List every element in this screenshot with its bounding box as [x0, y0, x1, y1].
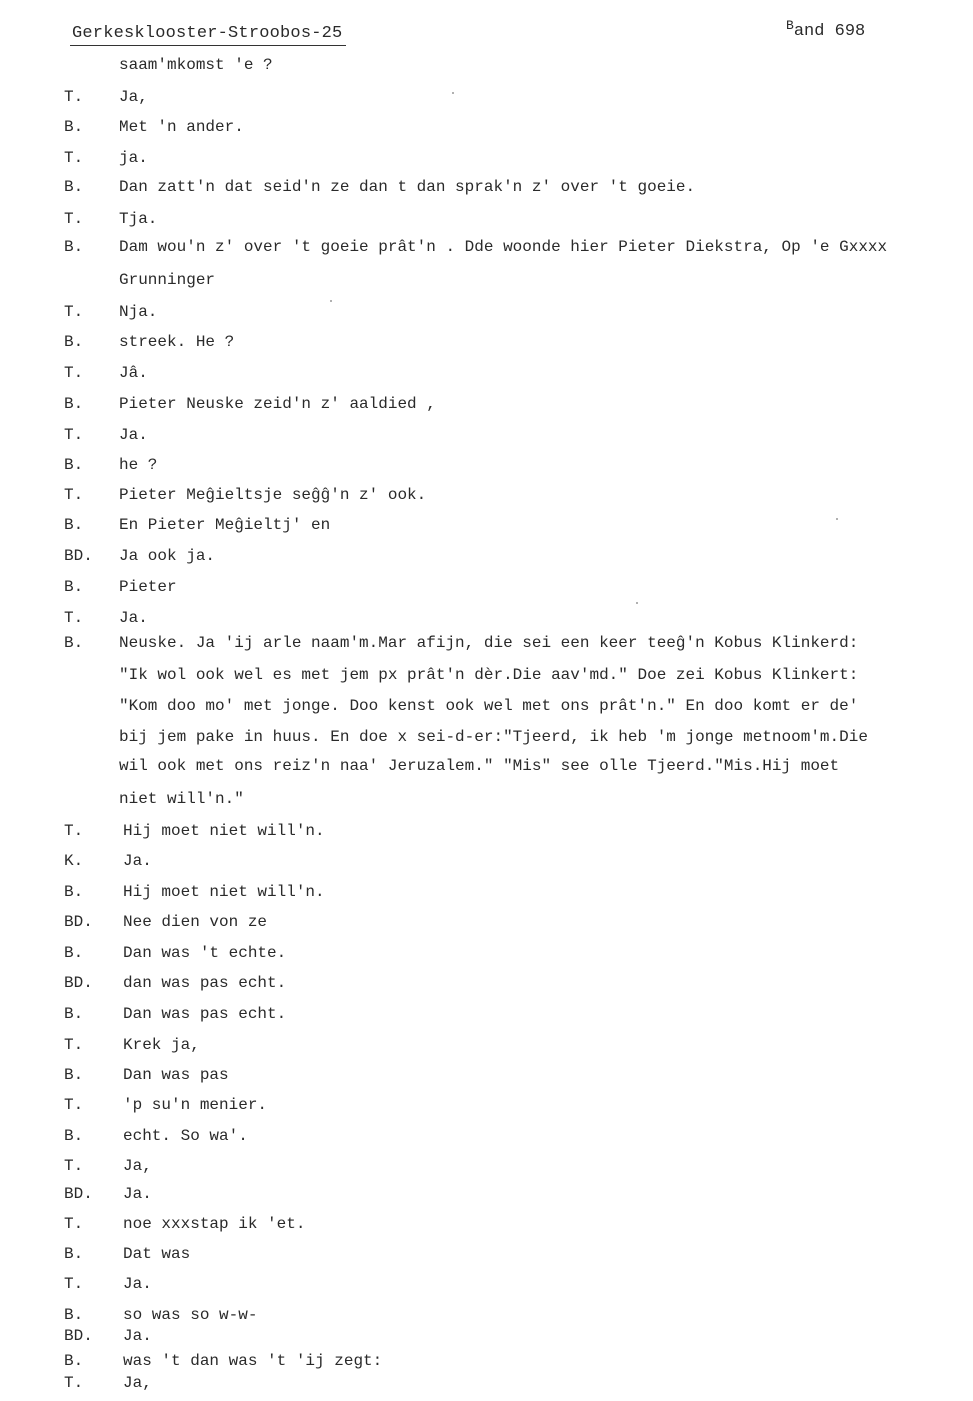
speaker-label: T.	[64, 1096, 84, 1114]
speaker-label: T.	[64, 1157, 84, 1175]
scan-speck	[330, 300, 332, 302]
speaker-label: B.	[64, 395, 84, 413]
speaker-label: B.	[64, 1066, 84, 1084]
speaker-label: B.	[64, 118, 84, 136]
utterance-text: Pieter Neuske zeid'n z' aaldied ,	[119, 395, 436, 413]
speaker-label: BD.	[64, 1185, 93, 1203]
utterance-text: Dan zatt'n dat seid'n ze dan t dan sprak'n z' over 't goeie.	[119, 178, 696, 196]
utterance-text: Jâ.	[119, 364, 148, 382]
utterance-text: Dan was pas echt.	[123, 1005, 287, 1023]
utterance-text: Krek ja,	[123, 1036, 200, 1054]
utterance-text: Dam wou'n z' over 't goeie prât'n . Dde woonde hier Pieter Diekstra, Op 'e Gxxxx	[119, 238, 888, 256]
speaker-label: T.	[64, 149, 84, 167]
band-label: and 698	[793, 22, 866, 41]
band-prefix: B	[786, 18, 794, 33]
speaker-label: B.	[64, 883, 84, 901]
utterance-text: Nja.	[119, 303, 158, 321]
utterance-text: Ja.	[123, 1185, 152, 1203]
speaker-label: B.	[64, 178, 84, 196]
speaker-label: B.	[64, 578, 84, 596]
speaker-label: B.	[64, 1245, 84, 1263]
utterance-text: Ja.	[123, 1275, 152, 1293]
utterance-text: Dat was	[123, 1245, 191, 1263]
utterance-text: 'p su'n menier.	[123, 1096, 268, 1114]
utterance-text: wil ook met ons reiz'n naa' Jeruzalem." "Mis" see olle Tjeerd."Mis.Hij moet	[119, 757, 840, 775]
speaker-label: B.	[64, 1005, 84, 1023]
speaker-label: T.	[64, 1036, 84, 1054]
scan-speck	[636, 602, 638, 604]
speaker-label: B.	[64, 634, 84, 652]
speaker-label: B.	[64, 1306, 84, 1324]
speaker-label: T.	[64, 364, 84, 382]
utterance-text: Ja ook ja.	[119, 547, 216, 565]
utterance-text: "Ik wol ook wel es met jem px prât'n dèr.Die aav'md." Doe zei Kobus Klinkert:	[119, 666, 859, 684]
utterance-text: En Pieter Meĝieltj' en	[119, 516, 331, 534]
utterance-text: streek. He ?	[119, 333, 235, 351]
speaker-label: T.	[64, 88, 84, 106]
utterance-text: Pieter Meĝieltsje seĝĝ'n z' ook.	[119, 486, 427, 504]
utterance-text: Nee dien von ze	[123, 913, 268, 931]
speaker-label: B.	[64, 1352, 84, 1370]
document-title: Gerkesklooster-Stroobos-25	[70, 24, 346, 46]
speaker-label: T.	[64, 486, 84, 504]
utterance-text: so was so w-w-	[123, 1306, 258, 1324]
utterance-text: Ja.	[119, 426, 148, 444]
utterance-text: Dan was 't echte.	[123, 944, 287, 962]
speaker-label: B.	[64, 516, 84, 534]
utterance-text: Ja,	[123, 1374, 152, 1392]
speaker-label: T.	[64, 210, 84, 228]
speaker-label: B.	[64, 944, 84, 962]
speaker-label: B.	[64, 333, 84, 351]
speaker-label: B.	[64, 238, 84, 256]
speaker-label: BD.	[64, 547, 93, 565]
speaker-label: B.	[64, 456, 84, 474]
utterance-text: Pieter	[119, 578, 177, 596]
speaker-label: T.	[64, 1275, 84, 1293]
utterance-text: saam'mkomst 'e ?	[119, 56, 273, 74]
scan-speck	[452, 92, 454, 94]
utterance-text: Ja.	[123, 1327, 152, 1345]
utterance-text: noe xxxstap ik 'et.	[123, 1215, 306, 1233]
utterance-text: Tja.	[119, 210, 158, 228]
utterance-text: he ?	[119, 456, 158, 474]
utterance-text: Grunninger	[119, 271, 216, 289]
utterance-text: Neuske. Ja 'ij arle naam'm.Mar afijn, die sei een keer teeĝ'n Kobus Klinkerd:	[119, 634, 859, 652]
utterance-text: Ja,	[119, 88, 148, 106]
speaker-label: B.	[64, 1127, 84, 1145]
utterance-text: echt. So wa'.	[123, 1127, 248, 1145]
speaker-label: T.	[64, 609, 84, 627]
utterance-text: "Kom doo mo' met jonge. Doo kenst ook wel met ons prât'n." En doo komt er de'	[119, 697, 859, 715]
speaker-label: BD.	[64, 1327, 93, 1345]
speaker-label: T.	[64, 1215, 84, 1233]
speaker-label: T.	[64, 1374, 84, 1392]
speaker-label: T.	[64, 303, 84, 321]
utterance-text: ja.	[119, 149, 148, 167]
utterance-text: Hij moet niet will'n.	[123, 822, 325, 840]
utterance-text: was 't dan was 't 'ij zegt:	[123, 1352, 383, 1370]
speaker-label: T.	[64, 822, 84, 840]
utterance-text: Ja.	[119, 609, 148, 627]
utterance-text: niet will'n."	[119, 790, 244, 808]
utterance-text: Dan was pas	[123, 1066, 229, 1084]
scan-speck	[836, 518, 838, 520]
utterance-text: dan was pas echt.	[123, 974, 287, 992]
utterance-text: Hij moet niet will'n.	[123, 883, 325, 901]
speaker-label: BD.	[64, 974, 93, 992]
speaker-label: BD.	[64, 913, 93, 931]
utterance-text: Ja,	[123, 1157, 152, 1175]
band-number	[786, 18, 865, 41]
speaker-label: K.	[64, 852, 84, 870]
utterance-text: Ja.	[123, 852, 152, 870]
utterance-text: Met 'n ander.	[119, 118, 244, 136]
speaker-label: T.	[64, 426, 84, 444]
utterance-text: bij jem pake in huus. En doe x sei-d-er:"Tjeerd, ik heb 'm jonge metnoom'm.Die	[119, 728, 868, 746]
